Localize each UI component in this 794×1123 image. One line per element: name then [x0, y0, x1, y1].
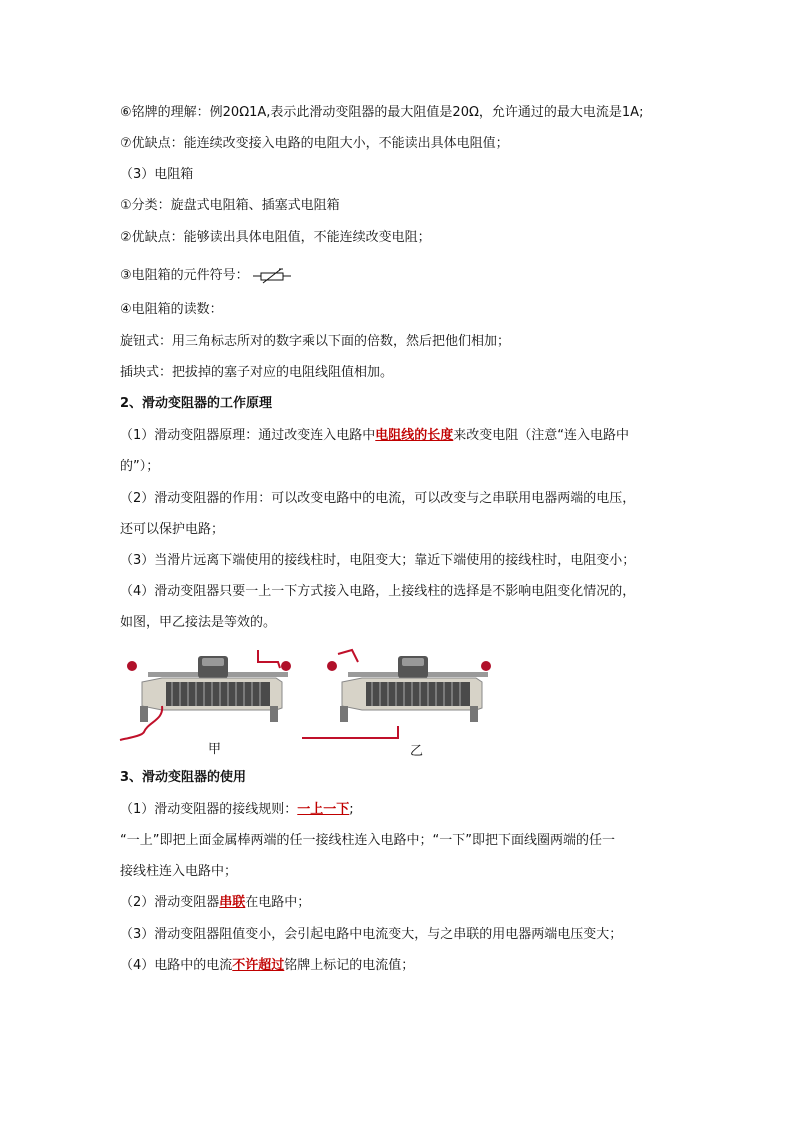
knob-type-line: 旋钮式：用三角标志所对的数字乘以下面的倍数，然后把他们相加；	[120, 334, 511, 349]
wiring-explain-line: “一上”即把上面金属棒两端的任一接线柱连入电路中；“一下”即把下面线圈两端的任一	[120, 833, 615, 848]
series-pre: （2）滑动变阻器	[120, 895, 220, 910]
resistance-box-heading: （3）电阻箱	[120, 167, 194, 182]
plug-type-line: 插块式：把拔掉的塞子对应的电阻线阻值相加。	[120, 365, 394, 380]
current-limit-pre: （4）电路中的电流	[120, 958, 233, 973]
series-line	[120, 893, 680, 913]
symbol-line	[120, 266, 680, 286]
function-line: （2）滑动变阻器的作用：可以改变电路中的电流，可以改变与之串联用电器两端的电压，	[120, 491, 636, 506]
wiring-rule-line	[120, 800, 680, 820]
reading-heading: ④电阻箱的读数：	[120, 302, 223, 317]
principle-line	[120, 426, 680, 446]
figure-label-a: 甲	[208, 742, 222, 757]
current-limit-post: 铭牌上标记的电流值；	[284, 958, 415, 973]
section-2-heading: 2、滑动变阻器的工作原理	[120, 396, 273, 411]
current-limit-highlight: 不许超过	[232, 958, 285, 973]
resistance-change-line: （3）滑动变阻器阻值变小，会引起电路中电流变大，与之串联的用电器两端电压变大；	[120, 927, 623, 942]
series-highlight: 串联	[219, 895, 246, 910]
resistance-box-symbol-icon	[253, 268, 293, 284]
function-line-cont: 还可以保护电路；	[120, 522, 225, 537]
nameplate-line: ⑥铭牌的理解：例20Ω1A,表示此滑动变阻器的最大阻值是20Ω，允许通过的最大电流是1A;	[120, 105, 644, 120]
series-post: 在电路中；	[245, 895, 311, 910]
pros-cons-rheostat-line: ⑦优缺点：能连续改变接入电路的电阻大小，不能读出具体电阻值；	[120, 136, 509, 151]
connection-line-cont: 如图，甲乙接法是等效的。	[120, 615, 277, 630]
rheostat-photo-a	[118, 644, 298, 742]
current-limit-line	[120, 956, 680, 976]
classification-line: ①分类：旋盘式电阻箱、插塞式电阻箱	[120, 198, 340, 213]
pros-cons-box-line: ②优缺点：能够读出具体电阻值，不能连续改变电阻；	[120, 230, 431, 245]
principle-text-post: 来改变电阻（注意“连入电路中	[453, 428, 630, 443]
figure-label-b: 乙	[410, 744, 424, 759]
slider-rule-line: （3）当滑片远离下端使用的接线柱时，电阻变大；靠近下端使用的接线柱时，电阻变小；	[120, 553, 636, 568]
symbol-label: ③电阻箱的元件符号：	[120, 268, 249, 283]
wiring-rule-highlight: 一上一下	[297, 802, 350, 817]
section-3-heading: 3、滑动变阻器的使用	[120, 770, 247, 785]
rheostat-photo-b	[300, 644, 500, 742]
wiring-rule-post: ;	[349, 802, 354, 817]
principle-text-pre: （1）滑动变阻器原理：通过改变连入电路中	[120, 428, 376, 443]
principle-line-cont: 的”）；	[120, 459, 160, 474]
principle-highlight: 电阻线的长度	[375, 428, 454, 443]
wiring-rule-pre: （1）滑动变阻器的接线规则：	[120, 802, 298, 817]
connection-line: （4）滑动变阻器只要一上一下方式接入电路，上接线柱的选择是不影响电阻变化情况的，	[120, 584, 636, 599]
wiring-explain-line-cont: 接线柱连入电路中；	[120, 864, 238, 879]
